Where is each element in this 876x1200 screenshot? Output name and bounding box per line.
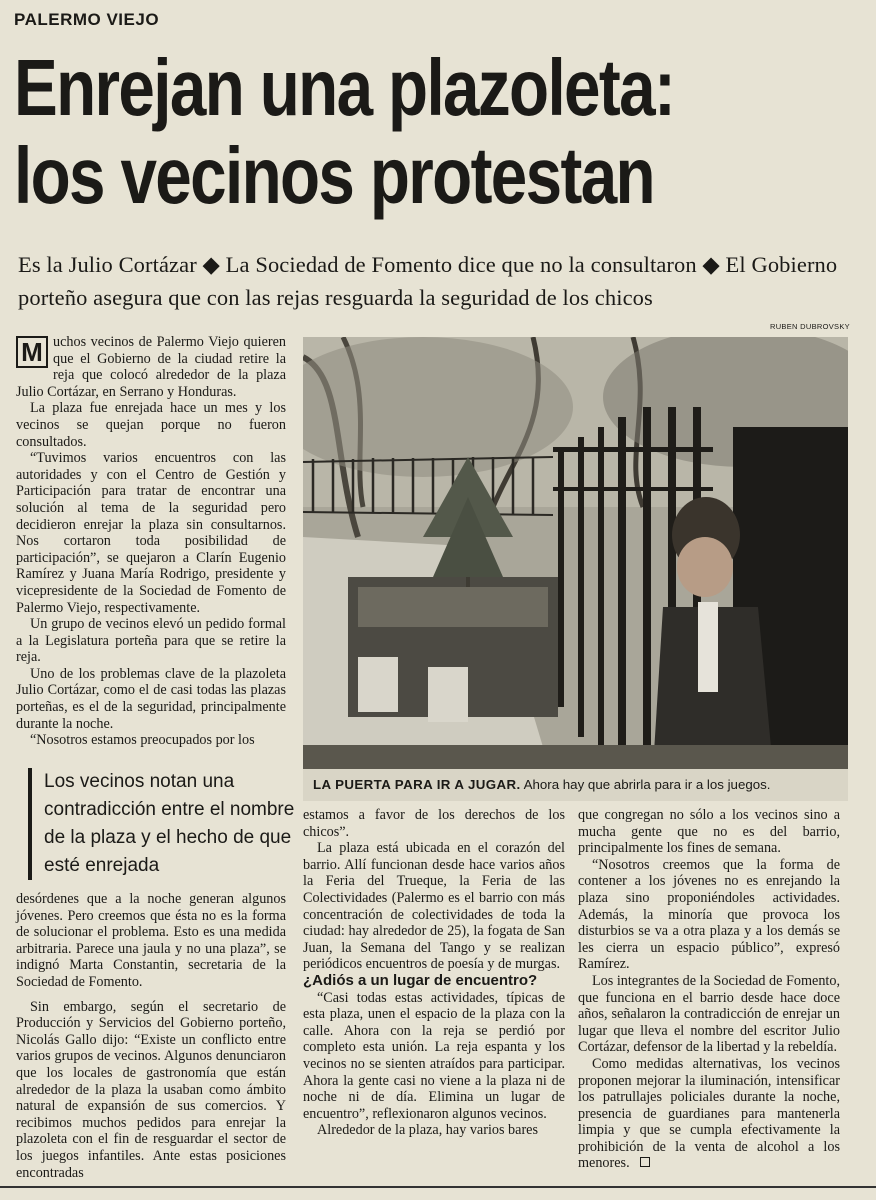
caption-title: LA PUERTA PARA IR A JUGAR.: [313, 777, 521, 792]
subheadline: Es la Julio Cortázar ◆ La Sociedad de Fomento dice que no la consultaron ◆ El Gobierno porteño asegura que con las rejas resguarda la seguridad de los chicos: [18, 252, 838, 310]
paragraph: Un grupo de vecinos elevó un pedido formal a la Legislatura porteña para que se retire la reja.: [16, 616, 286, 666]
plaza-gate-photo: [303, 337, 848, 769]
article-column-2: [303, 807, 565, 1139]
end-of-article-mark: [640, 1157, 650, 1167]
article-column-1: [16, 334, 286, 749]
paragraph: La plaza fue enrejada hace un mes y los vecinos se quejan porque no fueron consultados.: [16, 400, 286, 450]
paragraph: estamos a favor de los derechos de los chicos”.: [303, 807, 565, 840]
caption-text: Ahora hay que abrirla para ir a los juegos.: [523, 777, 771, 792]
headline-line-1: Enrejan una plazoleta:: [14, 43, 675, 132]
section-kicker: PALERMO VIEJO: [14, 10, 160, 29]
paragraph: Uno de los problemas clave de la plazoleta Julio Cortázar, como el de casi todas las plazas porteñas, es el de la seguridad, principalmente durante la noche.: [16, 665, 286, 732]
paragraph: Como medidas alternativas, los vecinos proponen mejorar la iluminación, intensificar los patrullajes policiales durante la noche, presencia de guardianes para mantenerla limpia y que se cumpla efectivamente la prohibición de la venta de alcohol a los menores.: [578, 1055, 840, 1172]
headline: [14, 44, 711, 220]
paragraph: Sin embargo, según el secretario de Producción y Servicios del Gobierno porteño, Nicolás Gallo dijo: “Existe un conflicto entre varios grupos de vecinos. Algunos denunciaron que los locales de gastronomía que están alrededor de la plaza la usaban como ámbito natural de expansión de sus comercios. Y recibimos muchos pedidos para enrejar la plazoleta con el fin de resguardar el sector de los juegos infantiles. Ante estas posiciones encontradas: [16, 998, 286, 1181]
article-column-1-continued: [16, 891, 286, 1181]
drop-cap: M: [16, 336, 48, 368]
pull-quote: Los vecinos notan una contradicción entre el nombre de la plaza y el hecho de que esté enrejada: [28, 768, 302, 880]
headline-line-2: los vecinos protestan: [14, 131, 654, 220]
lead-paragraph: M uchos vecinos de Palermo Viejo quieren que el Gobierno de la ciudad retire la reja que colocó alrededor de la plaza Julio Cortázar, en Serrano y Honduras.: [16, 334, 286, 400]
paragraph: La plaza está ubicada en el corazón del barrio. Allí funcionan desde hace varios años la Feria del Trueque, la Feria de las Colectividades (Palermo es el barrio con más concentración de colectividades de toda la ciudad: hay alrededor de 25), la fogata de San Juan, la Semana del Tango y se realizan periódicos encuentros de poesía y de murgas.: [303, 840, 565, 973]
article-column-3: [578, 807, 840, 1172]
paragraph: Alrededor de la plaza, hay varios bares: [317, 1122, 538, 1139]
photo-credit: RUBEN DUBROVSKY: [770, 322, 850, 331]
paragraph: “Nosotros creemos que la forma de contener a los jóvenes no es enrejando la plaza sino proponiéndoles actividades. Además, la minoría que provoca los disturbios se va a otra plaza y a los demás se les cierra un espacio público”, expresó Ramírez.: [578, 856, 840, 973]
page-bottom-rule: [0, 1186, 876, 1188]
paragraph: “Tuvimos varios encuentros con las autoridades y con el Centro de Gestión y Participación para tratar de encontrar una solución al tema de la seguridad pero decidieron enrejar la plaza sin consultarnos. Nos cortaron toda posibilidad de participación”, se quejaron a Clarín Eugenio Ramírez y Juana María Rodrigo, presidente y vicepresidente de la Sociedad de Fomento de Palermo Viejo, respectivamente.: [16, 450, 286, 616]
news-photo: [303, 337, 848, 769]
paragraph: Los integrantes de la Sociedad de Fomento, que funciona en el barrio desde hace doce años, señalaron la contradicción de enrejar un lugar que lleva el nombre del escritor Julio Cortázar, defensor de la libertad y la rebeldía.: [578, 972, 840, 1056]
section-subtitle: ¿Adiós a un lugar de encuentro?: [303, 971, 538, 989]
paragraph: “Nosotros estamos preocupados por los: [30, 732, 255, 749]
paragraph: que congregan no sólo a los vecinos sino a mucha gente que no es del barrio, principalmente los fines de semana.: [578, 807, 840, 857]
paragraph: “Casi todas estas actividades, típicas de esta plaza, unen el espacio de la plaza con la calle. Ahora con la reja se perdió por completo esta unión. La reja espanta y los vecinos no se sienten atraídos para participar. Ahora la gente casi no viene a la plaza ni de noche ni de día. Elimina un lugar de encuentro”, reflexionaron algunos vecinos.: [303, 989, 565, 1122]
paragraph: desórdenes que a la noche generan algunos jóvenes. Pero creemos que ésta no es la forma de solucionar el problema. Esto es una medida arbitraria. Parece una jaula y no una plaza”, se indignó Marta Constantin, secretaria de la Sociedad de Fomento.: [16, 891, 286, 990]
photo-caption: [303, 769, 848, 801]
